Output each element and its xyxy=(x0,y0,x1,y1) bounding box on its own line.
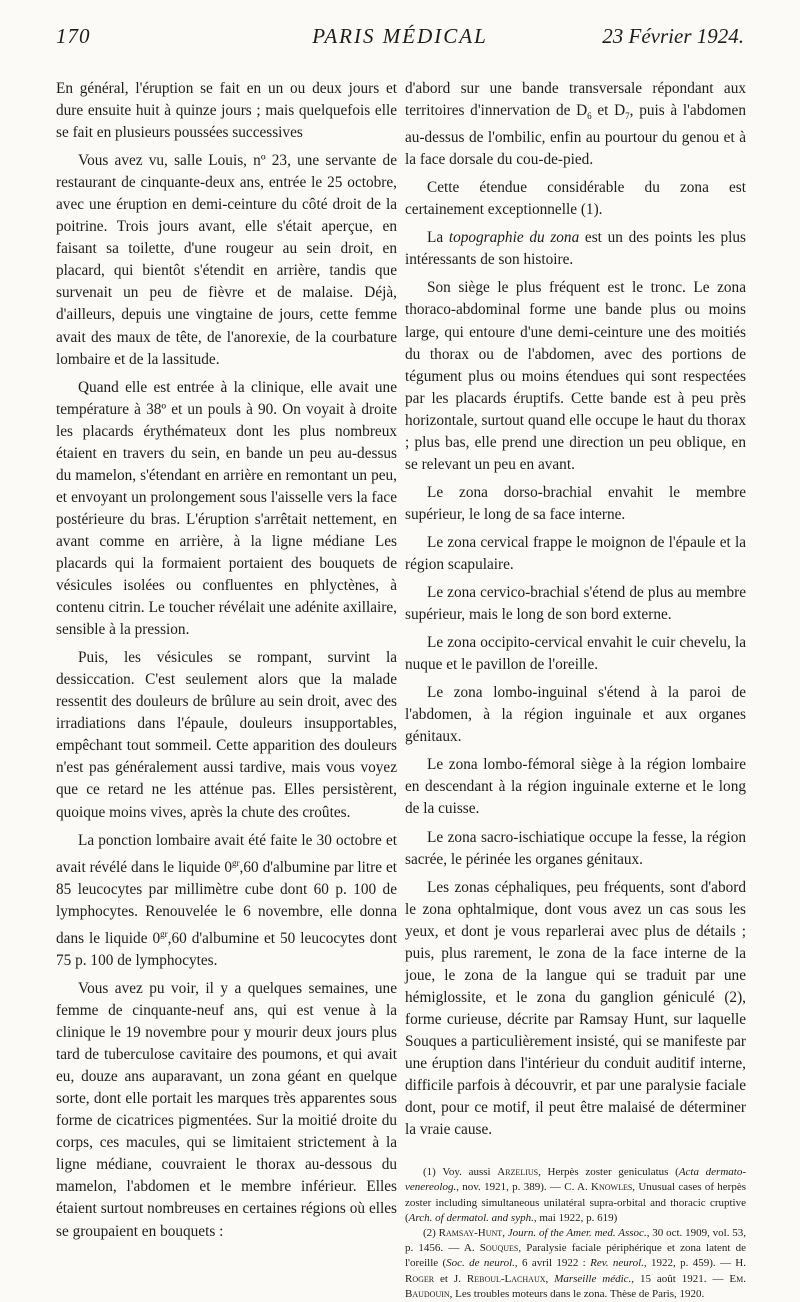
paragraph: En général, l'éruption se fait en un ou deux jours et dure ensuite huit à quinze jours ; mais quelquefois elle se fait en plusieurs poussées successives xyxy=(56,80,397,142)
paragraph: Cette étendue considérable du zona est certainement exceptionnelle (1). xyxy=(405,179,746,219)
paragraph: Le zona lombo-inguinal s'étend à la paroi de l'abdomen, à la région inguinale et aux organes génitaux. xyxy=(405,684,746,746)
paragraph: Le zona sacro-ischiatique occupe la fesse, la région sacrée, le périnée les organes génitaux. xyxy=(405,828,746,868)
paragraph: Le zona cervico-brachial s'étend de plus au membre supérieur, mais le long de son bord externe. xyxy=(405,584,746,624)
paragraph: Le zona cervical frappe le moignon de l'épaule et la région scapulaire. xyxy=(405,533,746,573)
footnote-1: (1) Voy. aussi Arzelius, Herpès zoster geniculatus (Acta dermato-venereolog., nov. 1921, p. 389). — C. A. Knowles, Unusual cases of herpès zoster including simultaneous unilatéral supra-orbital and thoracic cruptive (Arch. of dermatol. and syph., mai 1922, p. 619) xyxy=(405,1166,746,1224)
paragraph: Son siège le plus fréquent est le tronc. Le zona thoraco-abdominal forme une bande plus ou moins large, qui entoure d'une demi-ceinture une des moitiés du thorax ou de l'abdomen, avec des portions de tégument plus ou moins étendues qui sont respectées par les placards éruptifs. Cette bande est à peu près horizontale, surtout quand elle occupe le haut du thorax ; plus bas, elle prend une direction un peu oblique, en se relevant un peu en avant. xyxy=(405,279,746,473)
journal-title: PARIS MÉDICAL xyxy=(312,24,488,48)
paragraph: Vous avez pu voir, il y a quelques semaines, une femme de cinquante-neuf ans, qui est venue à la clinique le 19 novembre pour y mourir deux jours plus tard de tuberculose cavitaire des poumons, et qui avait eu, douze ans auparavant, un zona géant en quelque sorte, dont elle portait les marques très apparentes sous forme de cicatrices pigmentées. Sur la moitié droite du corps, ces macules, qui se limitaient strictement à la ligne médiane, couvraient le thorax au-dessous du mamelon, l'abdomen et le membre inférieur. Elles étaient surtout nombreuses en certaines régions où elles se groupaient en bouquets : xyxy=(56,980,397,1240)
paragraph: Vous avez vu, salle Louis, nº 23, une servante de restaurant de cinquante-deux ans, entrée le 25 octobre, avec une éruption en demi-ceinture du côté droit de la poitrine. Trois jours avant, elle s'était aperçue, en faisant sa toilette, d'une rougeur au sein droit, en placard, qui bientôt s'étendit en arrière, tandis que survenait un peu de fièvre et de malaise. Déjà, d'ailleurs, depuis une vingtaine de jours, cette femme avait des maux de tête, de l'anorexie, de la courbature lombaire et de la lassitude. xyxy=(56,152,397,368)
paragraph: La topographie du zona est un des points les plus intéressants de son histoire. xyxy=(405,229,746,269)
paragraph: Puis, les vésicules se rompant, survint la dessiccation. C'est seulement alors que la malade ressentit des douleurs de brûlure au sein droit, avec des irradiations dans l'épaule, douleurs insupportables, empêchant tout sommeil. Cette apparition des douleurs n'est pas généralement aussi tardive, mais vous voyez que ce retard ne les atténue pas. Elles persistèrent, quoique moins vives, après la chute des croûtes. xyxy=(56,649,397,821)
paragraph: Les zonas céphaliques, peu fréquents, sont d'abord le zona ophtalmique, dont vous avez un cas sous les yeux, et dont je vous reparlerai avec plus de détails ; puis, plus rarement, le zona de la face interne de la joue, le zona de la langue qui se traduit par une hémiglossite, et le zona du ganglion géniculé (2), forme curieuse, décrite par Ramsay Hunt, sur laquelle Souques a particulièrement insisté, qui se manifeste par une éruption dans l'intérieur du conduit auditif interne, difficile parfois à découvrir, et par une paralysie faciale dont, pour ce motif, il peut être malaisé de déterminer la vraie cause. xyxy=(405,878,746,1139)
footnote-2: (2) Ramsay-Hunt, Journ. of the Amer. med. Assoc., 30 oct. 1909, vol. 53, p. 1456. — A. Souques, Paralysie faciale périphérique et zona latent de l'oreille (Soc. de neurol., 6 avril 1922 : Rev. neurol., 1922, p. 459). — H. Roger et J. Reboul-Lachaux, Marseille médic., 15 août 1921. — Em. Baudouin, Les troubles moteurs dans le zona. Thèse de Paris, 1920. xyxy=(405,1226,747,1300)
paragraph: La ponction lombaire avait été faite le 30 octobre et avait révélé dans le liquide $0^{gr},60$ d'albumine par litre et 85 leucocytes par millimètre cube dont 60 p. 100 de lymphocytes. Renouvelée le 6 novembre, elle donna dans le liquide $0^{gr},60$ d'albumine et 50 leucocytes dont 75 p. 100 de lymphocytes. xyxy=(56,831,397,969)
paragraph: Quand elle est entrée à la clinique, elle avait une température à 38º et un pouls à 90. On voyait à droite les placards érythémateux dont les plus nombreux étaient en travers du sein, en bande un peu au-dessus du mamelon, s'étendant en arrière en remontant un peu, et envoyant un prolongement sous l'aisselle vers la face postérieure du bras. L'éruption s'arrêtait nettement, en avant comme en arrière, à la ligne médiane Les placards qui la formaient portaient des bouquets de vésicules isolées ou confluentes en phlyctènes, à contenu citrin. Le toucher révélait une adénite axillaire, sensible à la pression. xyxy=(56,378,397,639)
footnotes xyxy=(405,1165,746,1302)
right-column xyxy=(405,78,746,1302)
paragraph: Le zona dorso-brachial envahit le membre supérieur, le long de sa face interne. xyxy=(405,483,746,523)
page-number: 170 xyxy=(56,24,91,48)
paragraph: d'abord sur une bande transversale répondant aux territoires d'innervation de $D_6$ et $D_7$, puis à l'abdomen au-dessus de l'ombilic, enfin au pourtour du genou et à la face dorsale du cou-de-pied. xyxy=(405,80,746,169)
left-column xyxy=(56,78,397,1249)
page-header xyxy=(56,24,744,62)
paragraph: Le zona occipito-cervical envahit le cuir chevelu, la nuque et le pavillon de l'oreille. xyxy=(405,634,746,674)
paragraph: Le zona lombo-fémoral siège à la région lombaire en descendant à la région inguinale externe et le long de la cuisse. xyxy=(405,756,746,818)
issue-date: 23 Février 1924. xyxy=(602,24,744,48)
